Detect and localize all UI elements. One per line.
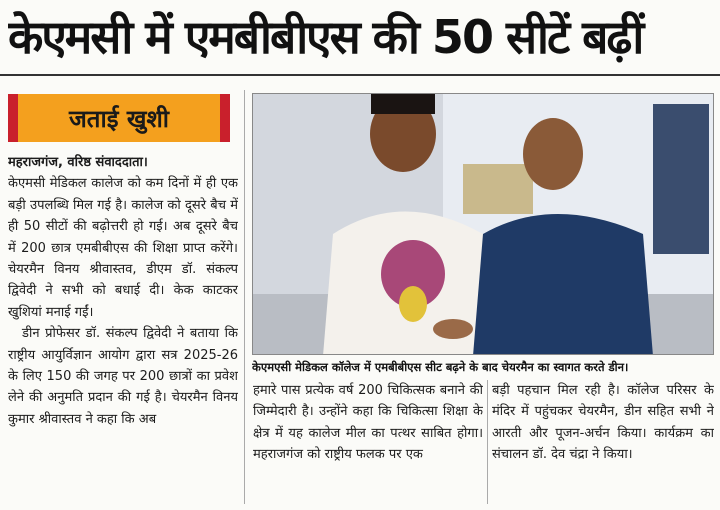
article-paragraph-2-end: बड़ी पहचान मिल रही है। कॉलेज परिसर के मंदिर में पहुंचकर चेयरमैन, डीन सहित सभी ने आरती और पूजन-अर्चन किया। कार्यक्रम का संचालन डॉ. देव चंद्रा ने किया। bbox=[492, 383, 714, 463]
photo-caption: केएमएसी मेडिकल कॉलेज में एमबीबीएस सीट बढ़ने के बाद चेयरमैन का स्वागत करते डीन। bbox=[252, 360, 629, 374]
headline-rule bbox=[0, 74, 720, 76]
article-paragraph-2-continued: हमारे पास प्रत्येक वर्ष 200 चिकित्सक बनाने की जिम्मेदारी है। उन्होंने कहा कि चिकित्सा शिक्षा के क्षेत्र में यह कालेज मील का पत्थर साबित होगा। महराजगंज को राष्ट्रीय फलक पर एक bbox=[253, 383, 483, 463]
photo-illustration bbox=[253, 94, 714, 355]
headline: केएमसी में एमबीबीएस की 50 सीटें बढ़ीं bbox=[8, 10, 643, 64]
article-paragraph-1: केएमसी मेडिकल कालेज को कम दिनों में ही एक बड़ी उपलब्धि मिल गई है। कालेज को दूसरे बैच में ही 50 सीटों की बढ़ोत्तरी हो गई। अब दूसरे बैच में 200 छात्र एमबीबीएस की शिक्षा प्राप्त करेंगे। चेयरमैन विनय श्रीवास्तव, डीएम डॉ. संकल्प द्विवेदी ने सभी को बधाई दी। केक काटकर खुशियां मनाई गईं। bbox=[8, 176, 238, 320]
article-column-left bbox=[8, 152, 238, 502]
column-divider bbox=[244, 90, 245, 504]
article-column-right bbox=[492, 380, 714, 504]
article-paragraph-2: डीन प्रोफेसर डॉ. संकल्प द्विवेदी ने बताया कि राष्ट्रीय आयुर्विज्ञान आयोग द्वारा सत्र 2025-26 के लिए 150 की जगह पर 200 छात्रों का प्रवेश लेने की अनुमति प्रदान की गई है। चेयरमैन विनय कुमार श्रीवास्तव ने कहा कि अब bbox=[8, 326, 238, 427]
article-column-middle bbox=[253, 380, 483, 504]
news-photo bbox=[252, 93, 714, 355]
kicker-label bbox=[8, 94, 230, 142]
column-divider bbox=[487, 380, 488, 504]
kicker-text: जताई खुशी bbox=[68, 104, 169, 133]
article-dateline: महराजगंज, वरिष्ठ संवाददाता। bbox=[8, 155, 148, 170]
